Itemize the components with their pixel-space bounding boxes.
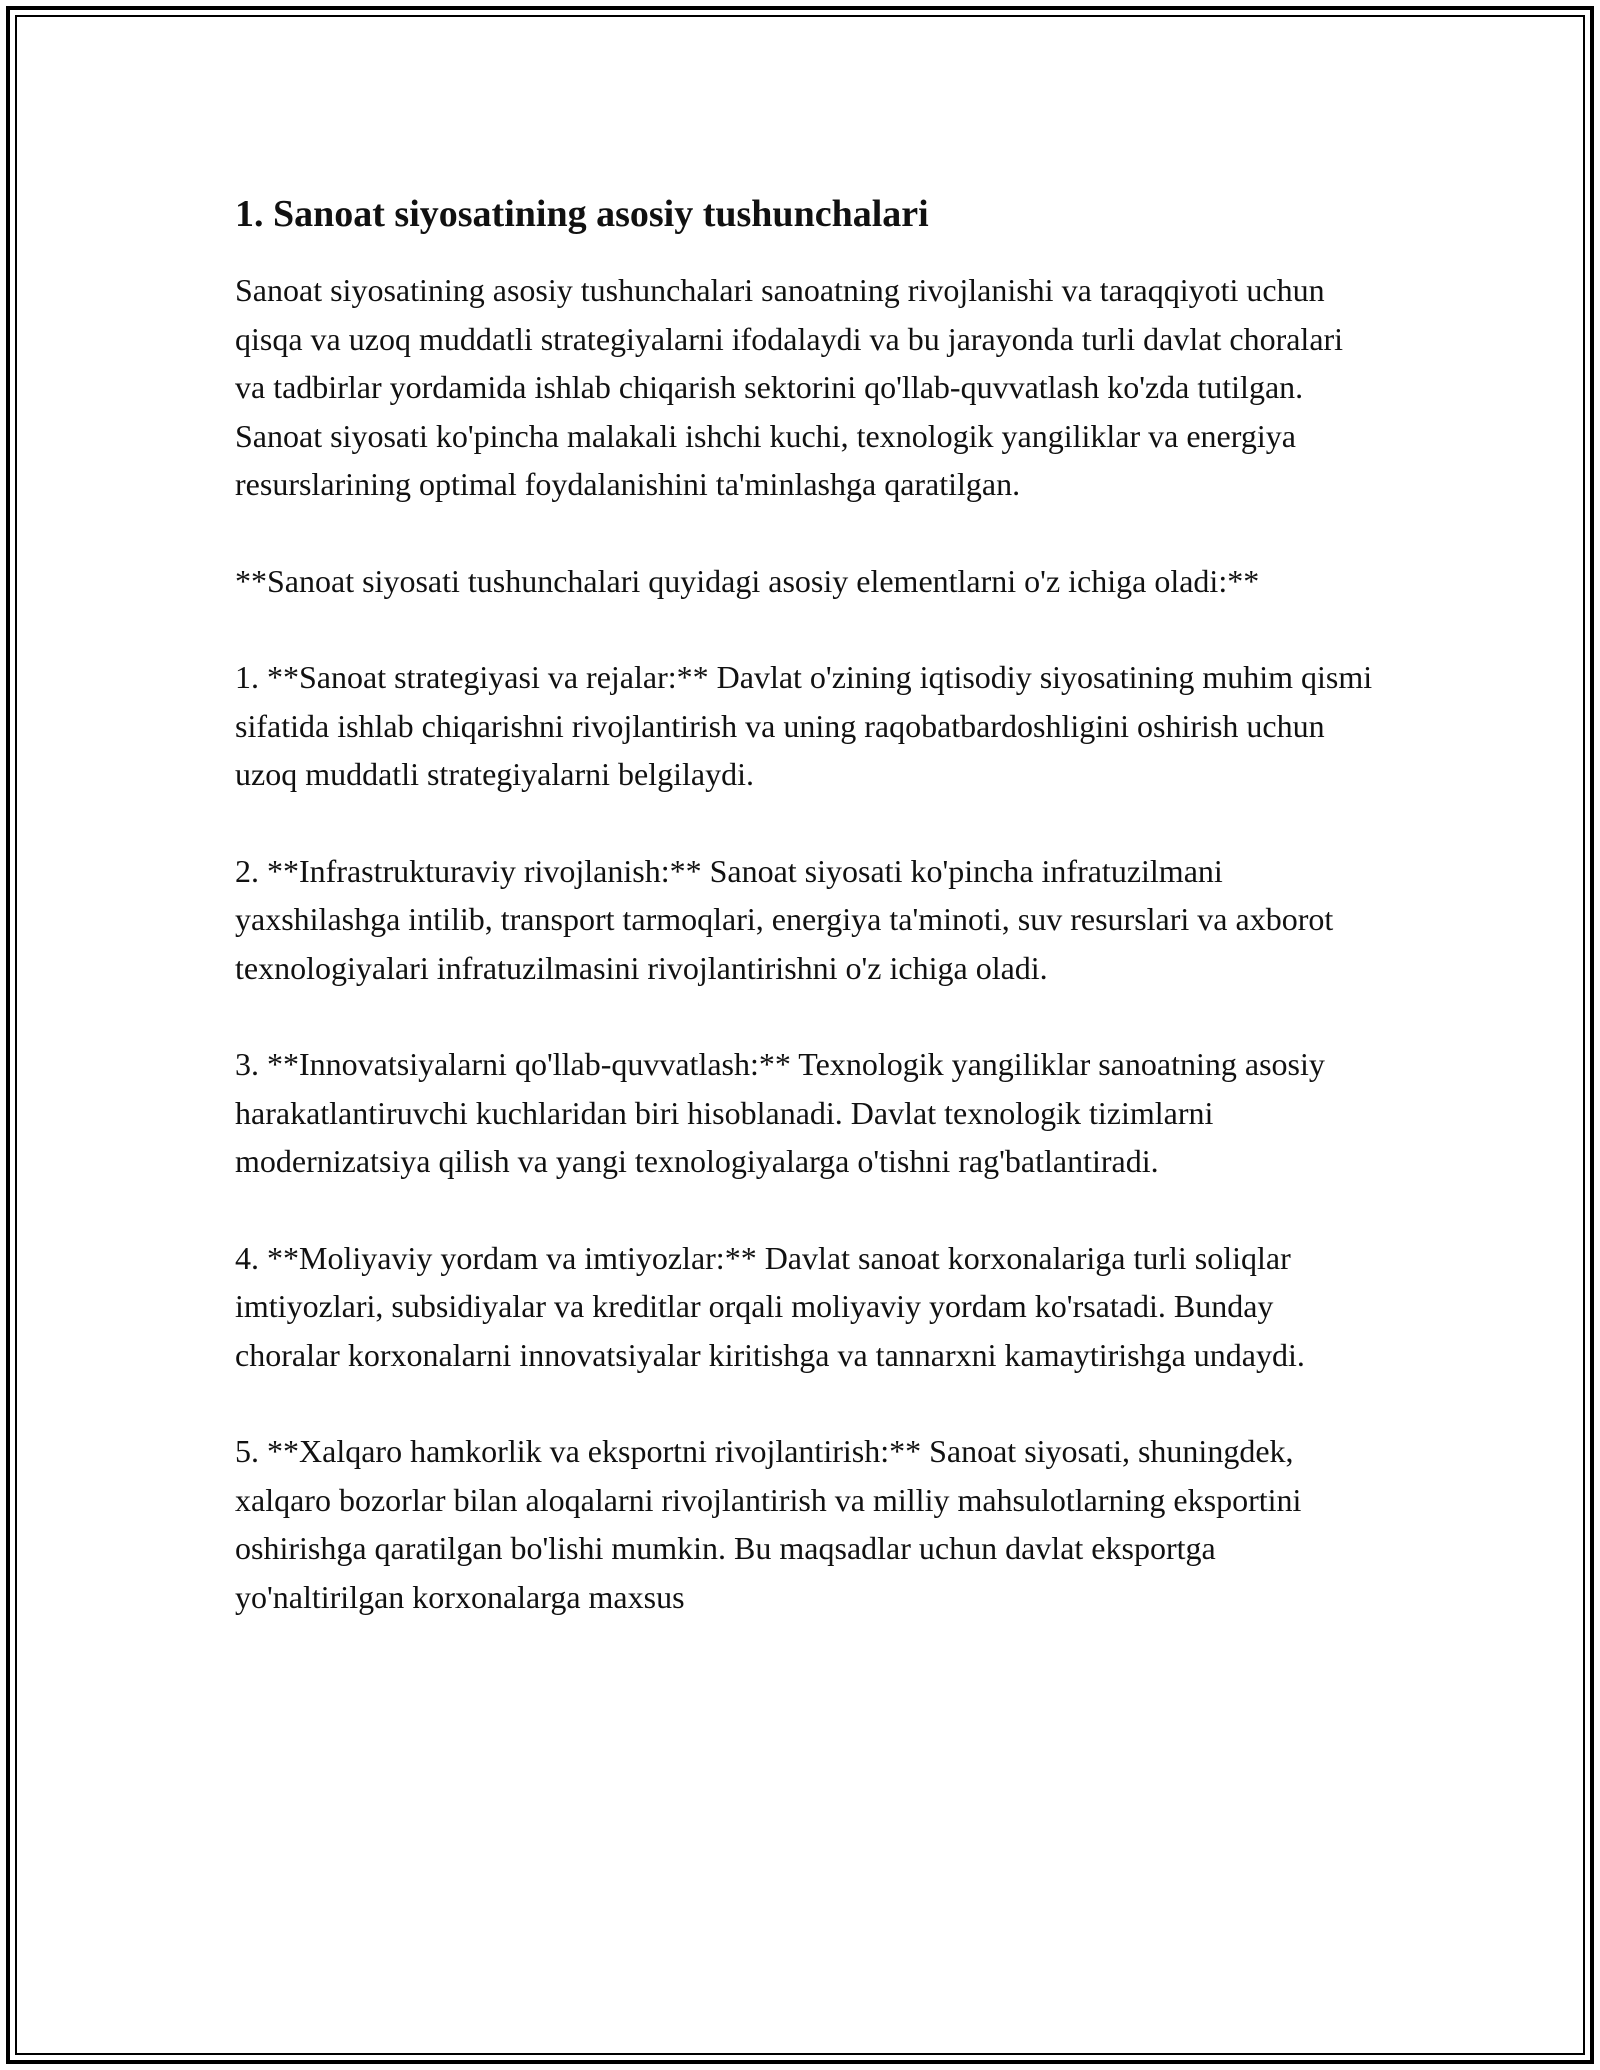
list-item-infrastructure: 2. **Infrastrukturaviy rivojlanish:** Sanoat siyosati ko'pincha infratuzilmani yaxshilashga intilib, transport tarmoqlari, energiya ta'minoti, suv resurslari va axborot texnologiyalari infratuzilmasini rivojlantirishni o'z ichiga oladi. <box>235 852 1334 986</box>
list-item-strategy: 1. **Sanoat strategiyasi va rejalar:** Davlat o'zining iqtisodiy siyosatining muhim qismi sifatida ishlab chiqarishni rivojlantirish va uning raqobatbardoshligini oshirish uchun uzoq muddatli strategiyalarni belgilaydi. <box>235 659 1373 792</box>
list-item-financial-support: 4. **Moliyaviy yordam va imtiyozlar:** Davlat sanoat korxonalariga turli soliqlar imtiyozlari, subsidiyalar va kreditlar orqali moliyaviy yordam ko'rsatadi. Bunday choralar korxonalarni innovatsiyalar kiritishga va tannarxni kamaytirishga undaydi. <box>235 1239 1305 1373</box>
section-heading: 1. Sanoat siyosatining asosiy tushunchalari <box>235 193 929 235</box>
intro-paragraph: Sanoat siyosatining asosiy tushunchalari sanoatning rivojlanishi va taraqqiyoti uchun qisqa va uzoq muddatli strategiyalarni ifodalaydi va bu jarayonda turli davlat choralari va tadbirlar yordamida ishlab chiqarish sektorini qo'llab-quvvatlash ko'zda tutilgan. Sanoat siyosati ko'pincha malakali ishchi kuchi, texnologik yangiliklar va energiya resurslarining optimal foydalanishini ta'minlashga qaratilgan. <box>235 272 1344 502</box>
list-item-international-cooperation: 5. **Xalqaro hamkorlik va eksportni rivojlantirish:** Sanoat siyosati, shuningdek, xalqaro bozorlar bilan aloqalarni rivojlantirish va milliy mahsulotlarning eksportini oshirishga qaratilgan bo'lishi mumkin. Bu maqsadlar uchun davlat eksportga yo'naltirilgan korxonalarga maxsus <box>235 1433 1302 1615</box>
list-item-innovation: 3. **Innovatsiyalarni qo'llab-quvvatlash:** Texnologik yangiliklar sanoatning asosiy harakatlantiruvchi kuchlaridan biri hisoblanadi. Davlat texnologik tizimlarni modernizatsiya qilish va yangi texnologiyalarga o'tishni rag'batlantiradi. <box>235 1046 1325 1179</box>
elements-lead-paragraph: **Sanoat siyosati tushunchalari quyidagi asosiy elementlarni o'z ichiga oladi:** <box>235 562 1260 599</box>
document-body <box>235 188 1375 1669</box>
